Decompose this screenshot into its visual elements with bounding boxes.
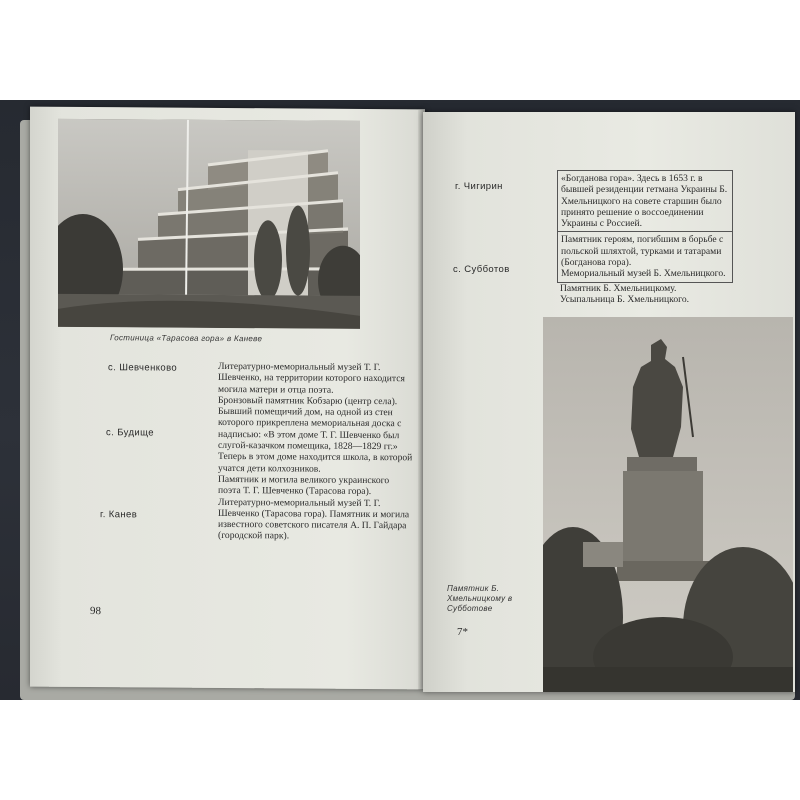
paragraph: Памятник героям, погибшим в борьбе с польской шляхтой, турками и татарами (Богданова гора). bbox=[561, 234, 724, 269]
paragraph: Памятник Б. Хмельницкому. bbox=[560, 282, 677, 294]
place-shevchenkovo: с. Шевченково bbox=[108, 362, 178, 374]
monument-photo-caption bbox=[447, 584, 539, 614]
left-text-column bbox=[218, 361, 414, 543]
monument-photo bbox=[543, 317, 793, 692]
paragraph: Памятник и могила великого украинского поэта Т. Г. Шевченко (Тарасова гора). bbox=[218, 473, 390, 498]
page-number-right: 7* bbox=[457, 626, 468, 638]
hotel-photo-image bbox=[58, 119, 360, 329]
place-budishche: с. Будище bbox=[106, 427, 154, 439]
boxed-text bbox=[557, 170, 733, 232]
paragraph: Бронзовый памятник Кобзарю (центр села). bbox=[218, 394, 398, 408]
page-number-left: 98 bbox=[90, 605, 101, 618]
place-subbotov: с. Субботов bbox=[453, 264, 510, 275]
paragraph: Бывший помещичий дом, на одной из стен которого прикреплена мемориальная доска с надписью: «В этом доме Т. Г. Шевченко был слугой-казачком помещика, 1828—1829 гг.» Теперь в этом доме находится школа, в которой учатся дети колхозников. bbox=[218, 406, 413, 475]
hotel-photo bbox=[58, 119, 360, 329]
hotel-photo-caption: Гостиница «Тарасова гора» в Каневе bbox=[110, 333, 263, 344]
paragraph: Усыпальница Б. Хмельницкого. bbox=[560, 293, 690, 305]
paragraph: Мемориальный музей Б. Хмельницкого. bbox=[561, 268, 726, 280]
photo-scene bbox=[0, 100, 800, 700]
paragraph: Литературно-мемориальный музей Т. Г. Шевченко (Тарасова гора). Памятник и могила известного советского писателя А. П. Гайдара (городской парк). bbox=[218, 496, 410, 542]
paragraph: Литературно-мемориальный музей Т. Г. Шевченко, на территории которого находится могила матери и отца поэта. bbox=[218, 360, 405, 396]
monument-photo-image bbox=[543, 317, 793, 692]
place-kanev: г. Канев bbox=[100, 509, 138, 521]
left-page bbox=[30, 107, 425, 690]
paragraph: «Богданова гора». Здесь в 1653 г. в бывшей резиденции гетмана Украины Б. Хмельницкого на совете старшин было принято решение о воссоединении Украины с Россией. bbox=[561, 173, 728, 230]
boxed-text bbox=[557, 232, 733, 282]
right-text-column bbox=[557, 170, 733, 305]
monument-caption-text: Памятник Б. Хмельницкому в Субботове bbox=[447, 584, 513, 613]
right-page bbox=[423, 112, 795, 692]
place-chigirin: г. Чигирин bbox=[455, 181, 503, 192]
